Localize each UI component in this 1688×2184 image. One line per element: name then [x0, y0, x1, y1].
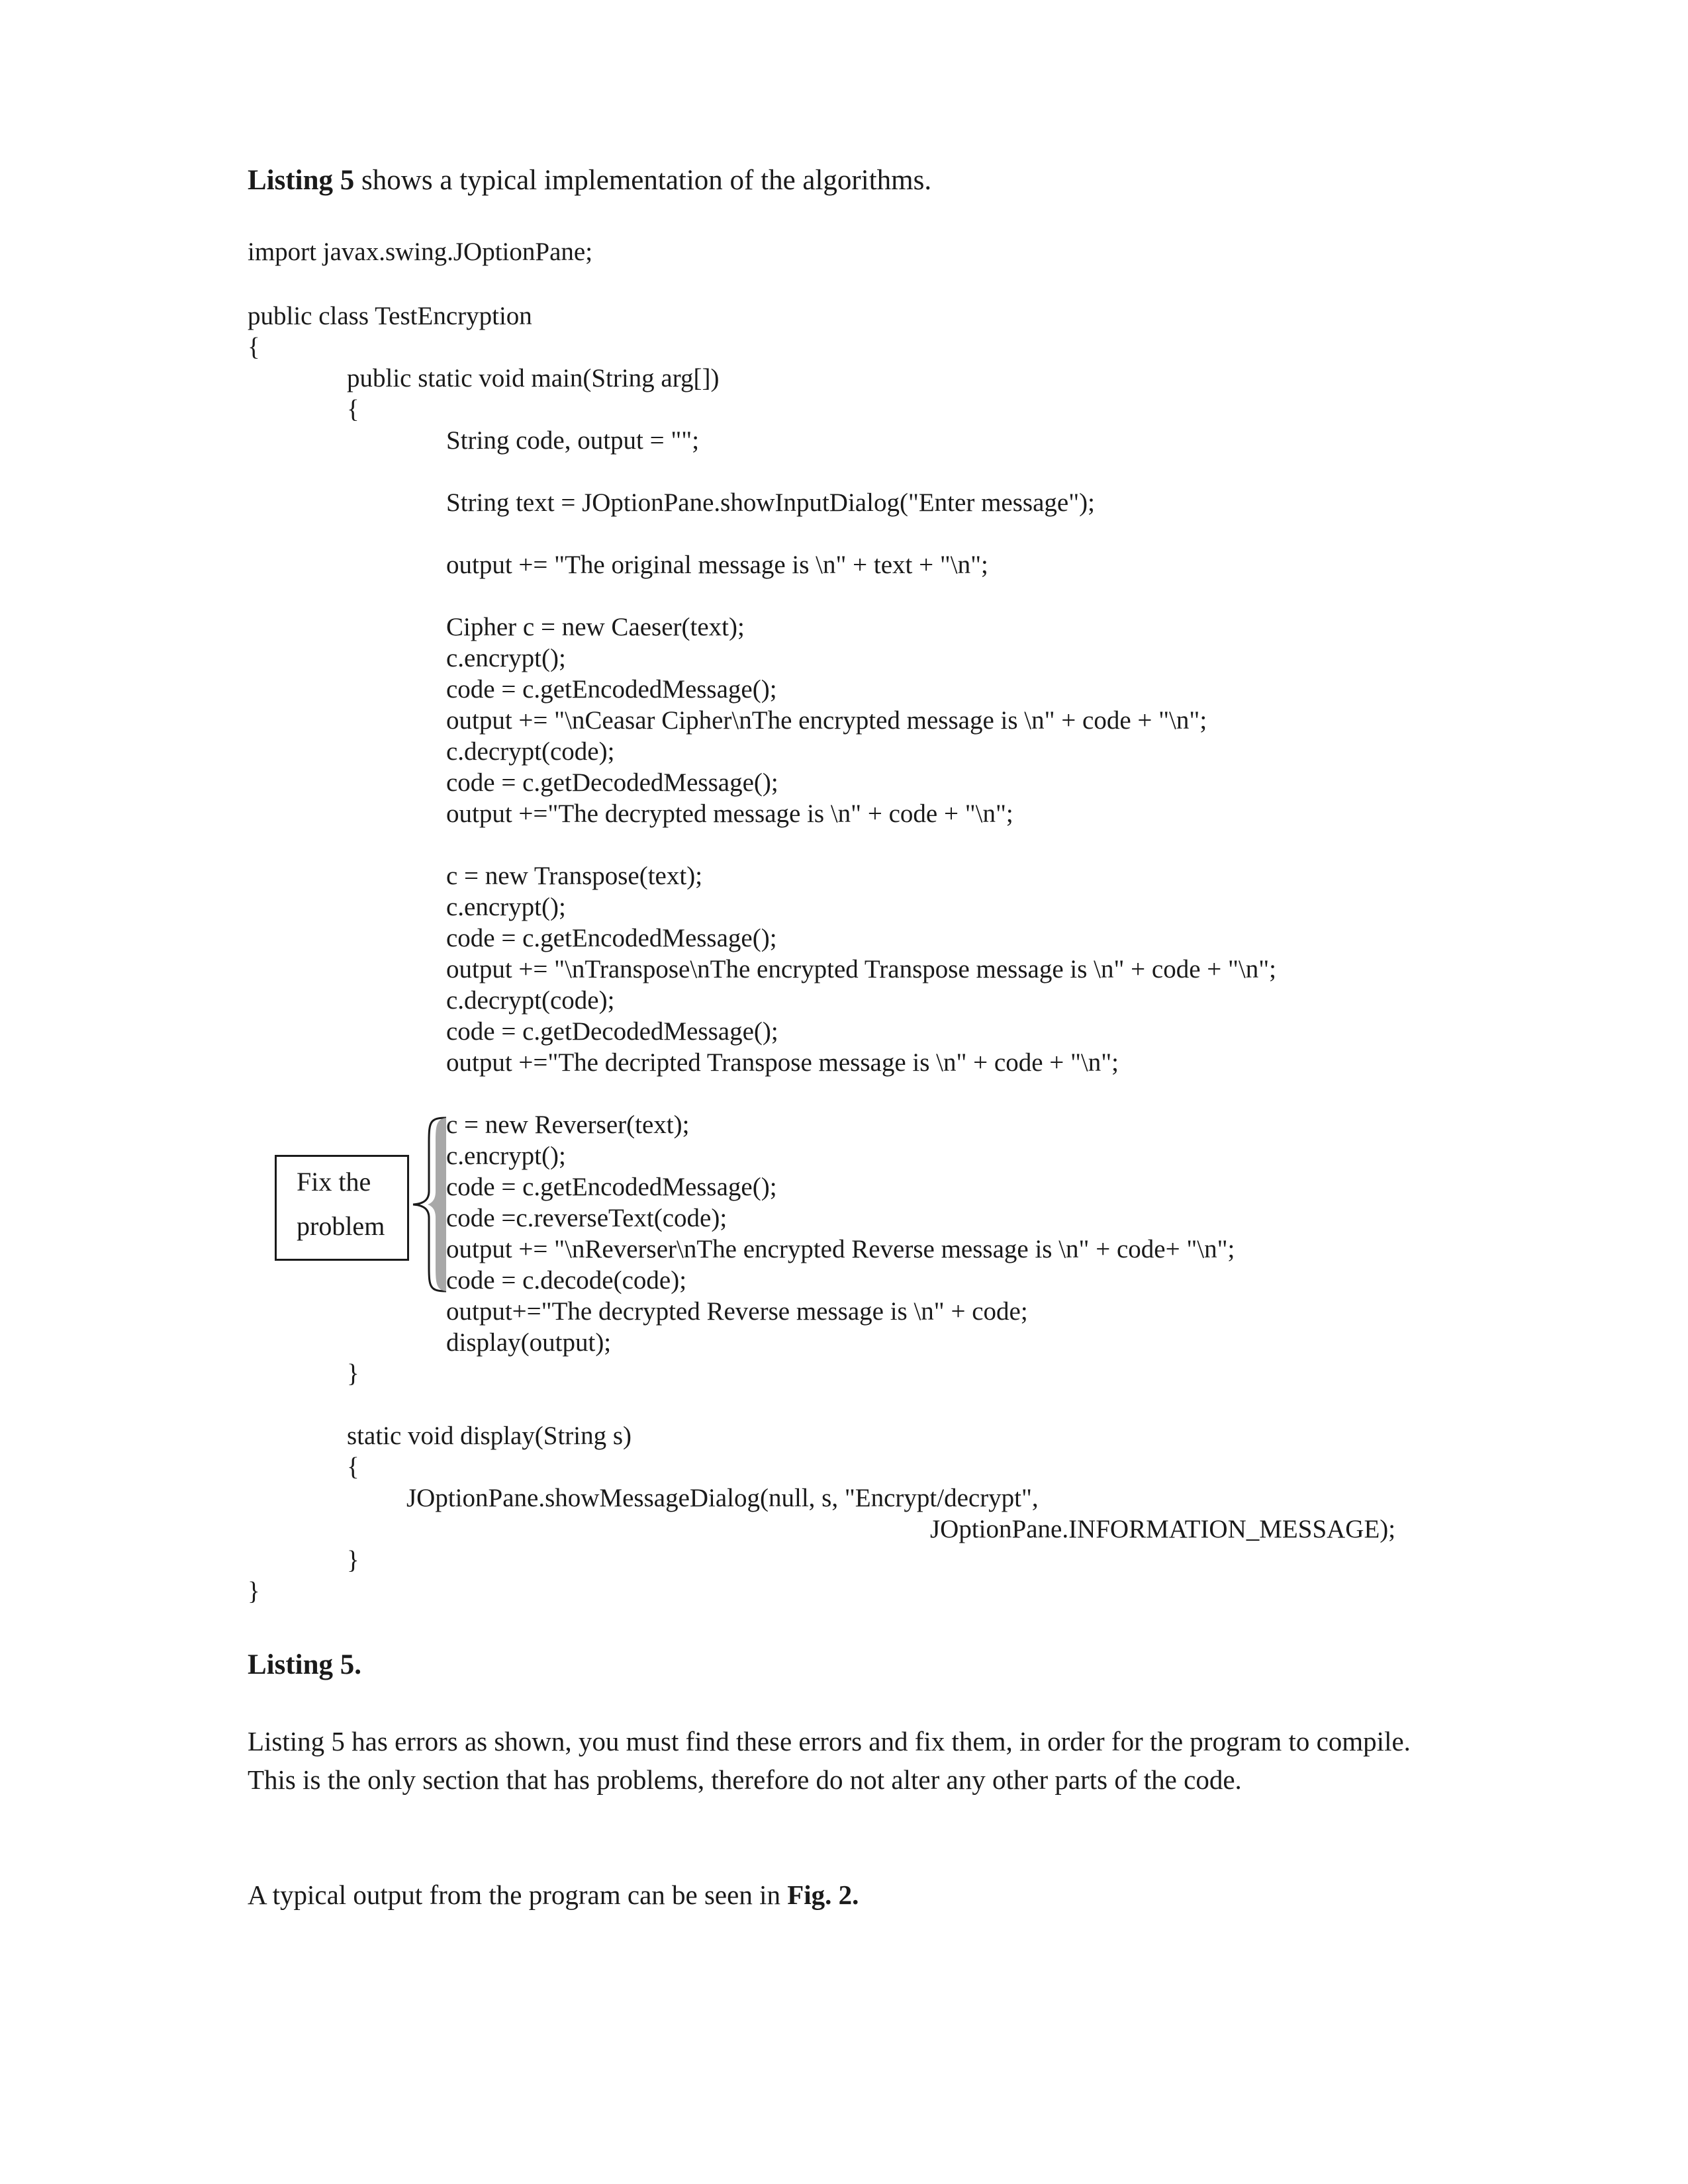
code-line-flagged: output += "\nReverser\nThe encrypted Reverse message is \n" + code+ "\n";: [446, 1235, 1235, 1263]
code-line: String text = JOptionPane.showInputDialog("Enter message");: [446, 488, 1095, 517]
intro-line: [248, 163, 931, 198]
intro-text: shows a typical implementation of the algorithms.: [354, 165, 932, 196]
code-line: c = new Transpose(text);: [446, 862, 703, 890]
code-line: code = c.getDecodedMessage();: [446, 768, 778, 797]
code-class-decl: public class TestEncryption: [248, 302, 532, 330]
figure-reference: [248, 1878, 859, 1912]
code-line: c.decrypt(code);: [446, 737, 615, 766]
figure-reference-bold: Fig. 2.: [787, 1880, 859, 1910]
code-line: code = c.getEncodedMessage();: [446, 924, 777, 952]
code-display-close: }: [347, 1546, 359, 1574]
code-line: code = c.getEncodedMessage();: [446, 675, 777, 704]
code-line: code = c.getDecodedMessage();: [446, 1017, 778, 1046]
listing-caption: Listing 5.: [248, 1649, 362, 1680]
instructions-paragraph: Listing 5 has errors as shown, you must find these errors and fix them, in order for the program to compile. This is the only section that has problems, therefore do not alter any other parts of the code.: [248, 1726, 1411, 1795]
code-line: output += "\nTranspose\nThe encrypted Transpose message is \n" + code + "\n";: [446, 955, 1277, 983]
code-main-close: }: [347, 1359, 359, 1388]
code-display-decl: static void display(String s): [347, 1422, 632, 1450]
code-line: Cipher c = new Caeser(text);: [446, 613, 745, 641]
code-line: output +="The decrypted message is \n" + code + "\n";: [446, 799, 1013, 828]
code-line-flagged: code = c.decode(code);: [446, 1266, 687, 1295]
code-line-flagged: code =c.reverseText(code);: [446, 1204, 727, 1232]
code-line: c.decrypt(code);: [446, 986, 615, 1015]
code-line: String code, output = "";: [446, 426, 700, 455]
code-line: c.encrypt();: [446, 893, 566, 921]
code-line: output +="The decripted Transpose message is \n" + code + "\n";: [446, 1048, 1119, 1077]
code-line: output+="The decrypted Reverse message is \n" + code;: [446, 1297, 1028, 1326]
callout-line-1: Fix the: [297, 1167, 371, 1197]
code-line-flagged: c.encrypt();: [446, 1142, 566, 1170]
code-line: output += "The original message is \n" + text + "\n";: [446, 551, 988, 579]
code-main-decl: public static void main(String arg[]): [347, 364, 720, 392]
code-line-flagged: code = c.getEncodedMessage();: [446, 1173, 777, 1201]
code-main-open: {: [347, 395, 359, 424]
fix-problem-callout: [275, 1155, 409, 1261]
code-display-open: {: [347, 1453, 359, 1481]
code-line: output += "\nCeasar Cipher\nThe encrypted message is \n" + code + "\n";: [446, 706, 1207, 735]
code-line: JOptionPane.INFORMATION_MESSAGE);: [930, 1515, 1396, 1543]
callout-line-2: problem: [297, 1211, 385, 1241]
code-line: JOptionPane.showMessageDialog(null, s, "Encrypt/decrypt",: [406, 1484, 1039, 1512]
code-line: c.encrypt();: [446, 644, 566, 672]
brace-icon: [410, 1115, 449, 1294]
code-line-flagged: c = new Reverser(text);: [446, 1111, 690, 1139]
figure-reference-text: A typical output from the program can be seen in: [248, 1880, 788, 1910]
code-import: import javax.swing.JOptionPane;: [248, 238, 593, 266]
code-class-close: }: [248, 1577, 260, 1606]
code-line: display(output);: [446, 1328, 612, 1357]
intro-bold: Listing 5: [248, 165, 355, 196]
code-class-open: {: [248, 333, 260, 361]
